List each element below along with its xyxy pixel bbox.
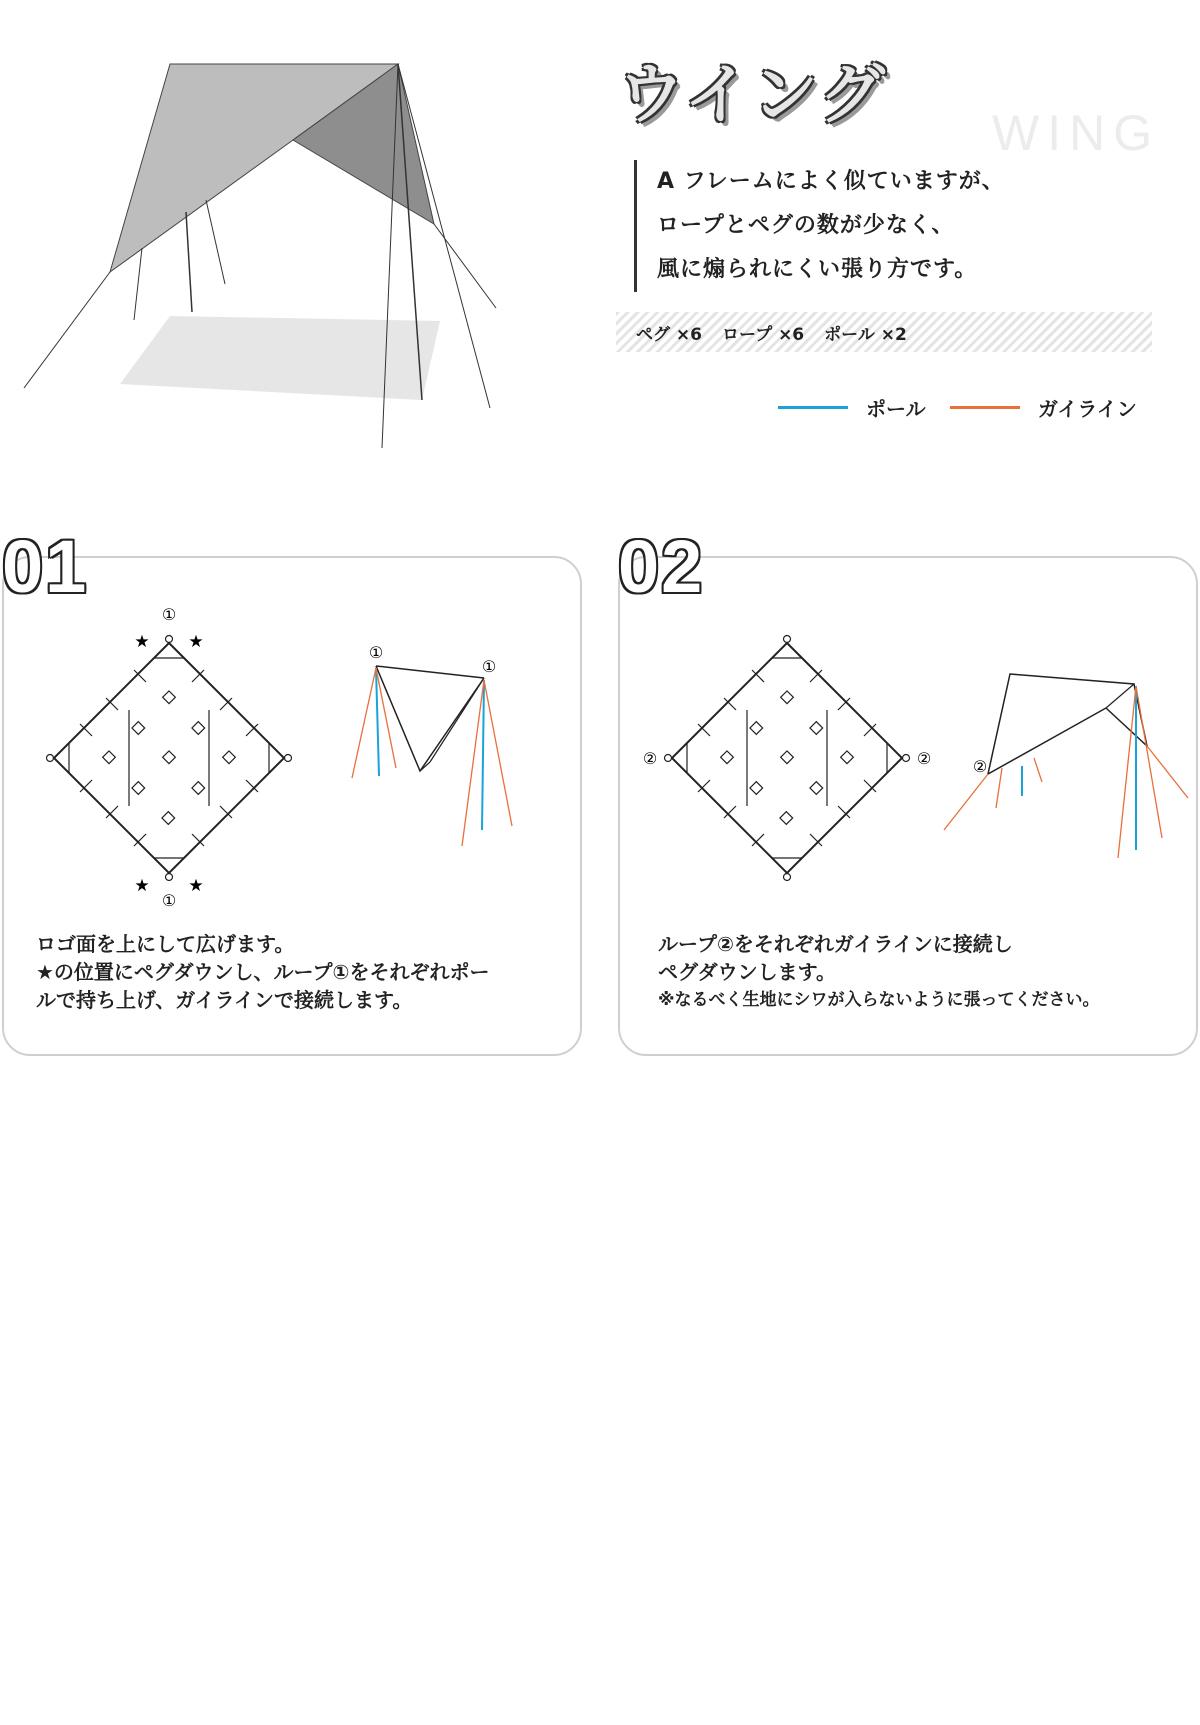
star-marker: ★ xyxy=(188,876,204,896)
step-text-line: ★の位置にペグダウンし、ループ①をそれぞれポー xyxy=(36,960,490,984)
legend-pole-label: ポール xyxy=(866,396,926,421)
legend-pole xyxy=(778,392,926,422)
loop-marker-1-bottom: ① xyxy=(161,891,177,910)
step-text-line: ルで持ち上げ、ガイラインで接続します。 xyxy=(36,988,413,1012)
legend-pole-swatch xyxy=(778,406,848,409)
star-marker: ★ xyxy=(188,632,204,652)
description xyxy=(634,160,1005,292)
wing-tarp-illustration xyxy=(0,40,520,460)
loop-marker-1-left: ① xyxy=(368,643,384,662)
loop-marker-2-right: ② xyxy=(916,749,932,768)
step-01-instructions xyxy=(36,930,489,1014)
parts-peg: ペグ ×6 xyxy=(636,324,702,345)
step-text-line: ペグダウンします。 xyxy=(658,960,836,984)
loop-marker-1-right: ① xyxy=(481,657,497,676)
step-01-panel xyxy=(2,556,582,1056)
step-02-panel xyxy=(618,556,1198,1056)
description-line: 風に煽られにくい張り方です。 xyxy=(657,257,978,282)
parts-pole: ポール ×2 xyxy=(824,324,907,345)
step-02-instructions xyxy=(658,930,1100,1014)
legend-guyline-swatch xyxy=(950,406,1020,409)
legend-guyline xyxy=(950,392,1137,422)
step-text-note: ※なるべく生地にシワが入らないように張ってください。 xyxy=(658,990,1100,1010)
loop-marker-2-left: ② xyxy=(642,749,658,768)
step-02-layout-diagram xyxy=(628,588,948,918)
step-text-line: ループ②をそれぞれガイラインに接続し xyxy=(658,932,1013,956)
parts-rope: ロープ ×6 xyxy=(722,324,805,345)
parts-list xyxy=(616,312,1152,352)
step-01-number: 01 xyxy=(2,525,89,608)
star-marker: ★ xyxy=(134,876,150,896)
page-title: ウイング xyxy=(618,56,887,133)
step-text-line: ロゴ面を上にして広げます。 xyxy=(36,932,295,956)
step-02-number: 02 xyxy=(618,525,705,608)
step-01-layout-diagram xyxy=(24,588,324,918)
legend-guyline-label: ガイライン xyxy=(1038,396,1137,421)
step-02-pitch-diagram xyxy=(938,658,1198,878)
loop-marker-1-top: ① xyxy=(161,605,177,624)
loop-marker-2-pitch: ② xyxy=(972,757,988,776)
star-marker: ★ xyxy=(134,632,150,652)
step-01-pitch-diagram xyxy=(334,638,534,868)
description-line: A フレームによく似ていますが、 xyxy=(657,169,1005,194)
page-title-english: WING xyxy=(992,105,1161,161)
description-line: ロープとペグの数が少なく、 xyxy=(657,213,955,238)
